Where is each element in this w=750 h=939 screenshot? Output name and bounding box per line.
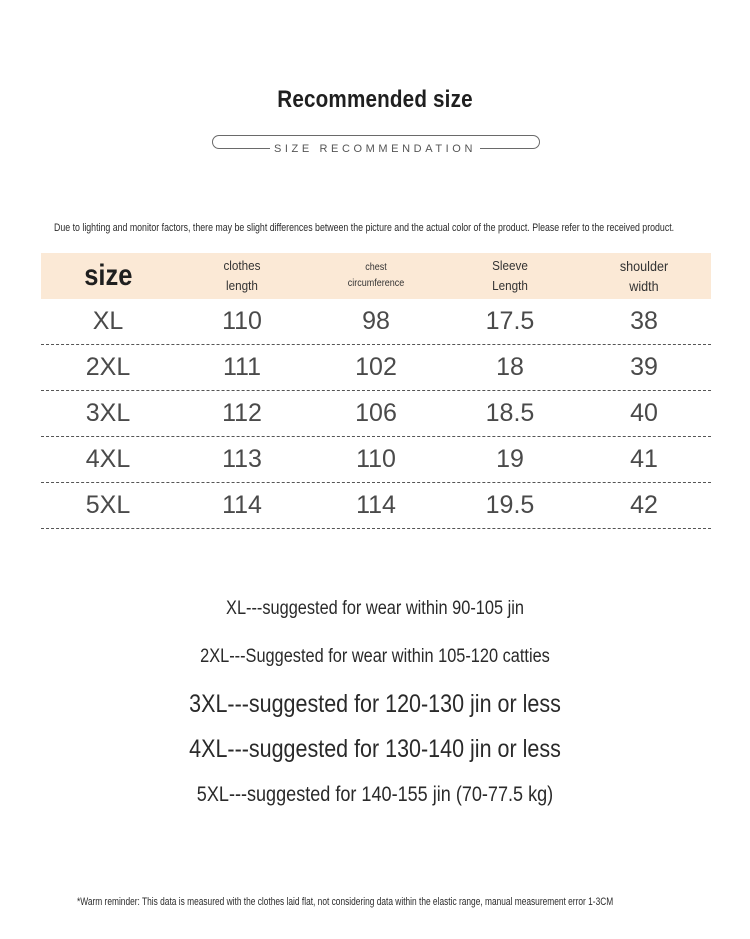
- suggestion-3xl: 3XL---suggested for 120-130 jin or less: [189, 690, 561, 718]
- suggestion-2xl: 2XL---Suggested for wear within 105-120 catties: [200, 646, 550, 667]
- page-title: Recommended size: [277, 86, 473, 113]
- chest-cell: 110: [356, 445, 396, 473]
- shoulder-cell: 38: [630, 307, 658, 335]
- size-cell: 4XL: [85, 445, 131, 473]
- size-table-header: [41, 253, 711, 299]
- header-chest-line2: circumference: [347, 278, 405, 289]
- shoulder-cell: 42: [630, 491, 658, 519]
- sleeve-cell: 17.5: [485, 307, 535, 335]
- size-cell: 3XL: [85, 399, 131, 427]
- header-shoulder-width: [584, 253, 705, 299]
- chest-cell: 102: [355, 353, 397, 381]
- table-row: [41, 437, 711, 483]
- header-sleeve-length: [450, 253, 571, 299]
- sleeve-cell: 19.5: [485, 491, 535, 519]
- header-clothes-length-line2: length: [226, 278, 258, 293]
- sleeve-cell: 18: [496, 353, 524, 381]
- subtitle-row: [0, 143, 750, 155]
- color-disclaimer-note: Due to lighting and monitor factors, there may be slight differences between the picture and the actual color of the product. Please refer to the received product.: [54, 222, 675, 234]
- size-cell: XL: [92, 307, 124, 335]
- chest-cell: 98: [362, 307, 390, 335]
- table-row: [41, 299, 711, 345]
- header-shoulder-line2: width: [629, 278, 659, 294]
- header-clothes-length: [182, 253, 303, 299]
- suggestion-xl: XL---suggested for wear within 90-105 jin: [226, 598, 524, 619]
- sleeve-cell: 18.5: [485, 399, 535, 427]
- table-row: [41, 483, 711, 529]
- subtitle-label: SIZE RECOMMENDATION: [270, 143, 480, 155]
- table-row: [41, 345, 711, 391]
- clothes-length-cell: 110: [222, 307, 262, 335]
- header-chest-line1: chest: [365, 262, 387, 273]
- clothes-length-cell: 114: [222, 491, 262, 519]
- header-chest-circumference: [316, 253, 437, 299]
- clothes-length-cell: 112: [222, 399, 262, 427]
- table-row: [41, 391, 711, 437]
- header-sleeve-line1: Sleeve: [492, 258, 528, 273]
- header-clothes-length-line1: clothes: [223, 258, 261, 273]
- shoulder-cell: 41: [630, 445, 658, 473]
- chest-cell: 106: [355, 399, 397, 427]
- shoulder-cell: 40: [630, 399, 658, 427]
- warm-reminder: *Warm reminder: This data is measured with the clothes laid flat, not considering data within the elastic range, manual measurement error 1-3CM: [77, 896, 614, 908]
- header-size-cell: [41, 253, 175, 299]
- size-table: [41, 253, 711, 529]
- header-size-label: size: [83, 259, 133, 292]
- size-cell: 5XL: [85, 491, 131, 519]
- header-shoulder-line1: shoulder: [619, 258, 669, 274]
- sleeve-cell: 19: [496, 445, 524, 473]
- size-cell: 2XL: [85, 353, 131, 381]
- shoulder-cell: 39: [630, 353, 658, 381]
- suggestion-5xl: 5XL---suggested for 140-155 jin (70-77.5 kg): [196, 783, 554, 806]
- clothes-length-cell: 111: [222, 353, 261, 381]
- clothes-length-cell: 113: [222, 445, 262, 473]
- chest-cell: 114: [356, 491, 396, 519]
- suggestion-4xl: 4XL---suggested for 130-140 jin or less: [189, 735, 561, 763]
- header-sleeve-line2: Length: [492, 278, 528, 293]
